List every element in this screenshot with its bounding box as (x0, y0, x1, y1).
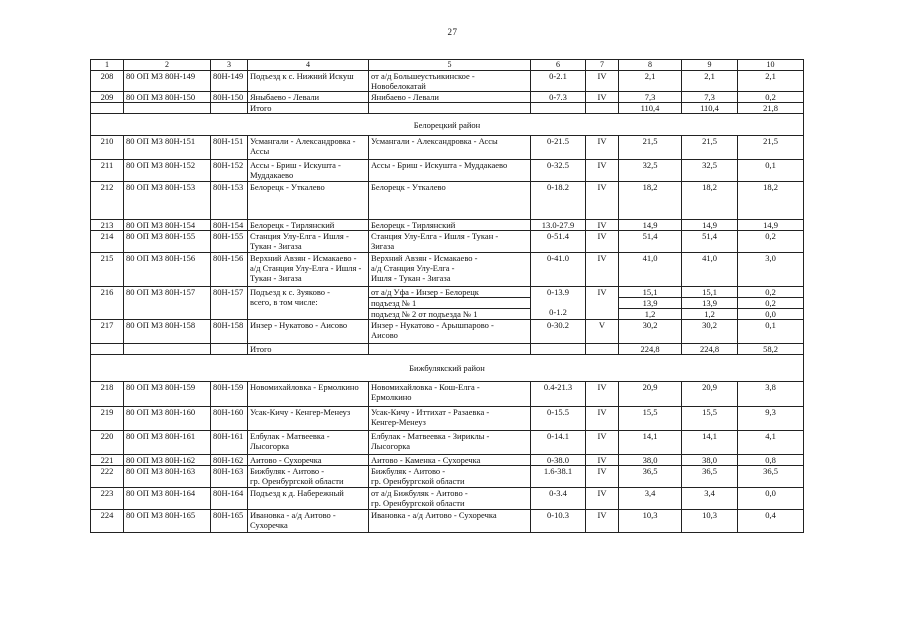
row-number: 220 (91, 431, 124, 455)
value-9: 2,1 (682, 71, 738, 92)
road-route (369, 287, 531, 320)
km-range: 0-30.2 (531, 320, 586, 344)
category: V (586, 320, 619, 344)
total-value-8: 224,8 (619, 344, 682, 355)
category: IV (586, 160, 619, 182)
road-code: 80 ОП МЗ 80Н-155 (124, 231, 211, 253)
table-row (91, 136, 804, 160)
value-9: 51,4 (682, 231, 738, 253)
value-10: 18,2 (738, 182, 804, 220)
col-header: 5 (369, 60, 531, 71)
name-line: Сухоречка (250, 520, 288, 530)
section-row (91, 114, 804, 136)
table-row (91, 182, 804, 220)
val-line: 0,0 (765, 309, 776, 319)
category: IV (586, 510, 619, 533)
road-num: 80Н-160 (211, 407, 248, 431)
category: IV (586, 382, 619, 407)
row-number: 224 (91, 510, 124, 533)
road-code: 80 ОП МЗ 80Н-164 (124, 488, 211, 510)
name-line: Лысогорка (250, 441, 290, 451)
row-number: 212 (91, 182, 124, 220)
road-num: 80Н-149 (211, 71, 248, 92)
value-9: 14,9 (682, 220, 738, 231)
section-title: Белорецкий район (91, 114, 804, 136)
road-num: 80Н-164 (211, 488, 248, 510)
road-name (248, 466, 369, 488)
road-num: 80Н-153 (211, 182, 248, 220)
km-range: 0-18.2 (531, 182, 586, 220)
value-8: 30,2 (619, 320, 682, 344)
road-route: Белорецк - Тирлянский (369, 220, 531, 231)
road-name: Белорецк - Уткалево (248, 182, 369, 220)
value-8: 38,0 (619, 455, 682, 466)
route-line: Новомихайловка - Кош-Елга - (371, 382, 480, 392)
road-num: 80Н-157 (211, 287, 248, 320)
road-name (248, 431, 369, 455)
row-number: 217 (91, 320, 124, 344)
road-name: Инзер - Нукатово - Аисово (248, 320, 369, 344)
km-range: 0-14.1 (531, 431, 586, 455)
total-row (91, 344, 804, 355)
roads-table (90, 59, 804, 533)
road-route: Янибаево - Левали (369, 92, 531, 103)
value-8: 14,1 (619, 431, 682, 455)
value-9: 41,0 (682, 253, 738, 287)
road-num: 80Н-163 (211, 466, 248, 488)
table-row (91, 220, 804, 231)
road-code: 80 ОП МЗ 80Н-159 (124, 382, 211, 407)
row-number: 218 (91, 382, 124, 407)
total-value-10: 58,2 (738, 344, 804, 355)
category: IV (586, 455, 619, 466)
route-line: Усак-Кичу - Иттихат - Разаевка - (371, 407, 490, 417)
road-num: 80Н-159 (211, 382, 248, 407)
road-route (369, 71, 531, 92)
value-8: 41,0 (619, 253, 682, 287)
value-10: 0,1 (738, 160, 804, 182)
table-row (91, 488, 804, 510)
value-8: 21,5 (619, 136, 682, 160)
route-line: гр. Оренбургской области (371, 476, 465, 486)
name-line: Ивановка - а/д Аитово - (250, 510, 336, 520)
table-row (91, 160, 804, 182)
route-line: Елбулак - Матвеевка - Зириклы - (371, 431, 490, 441)
category: IV (586, 407, 619, 431)
name-line: всего, в том числе: (250, 297, 318, 307)
value-10: 0,1 (738, 320, 804, 344)
val-line: 15,1 (619, 287, 681, 298)
value-10: 0,8 (738, 455, 804, 466)
name-line: Подъезд к с. Зуяково - (250, 287, 330, 297)
value-10: 9,3 (738, 407, 804, 431)
km-range: 0-38.0 (531, 455, 586, 466)
road-num: 80Н-151 (211, 136, 248, 160)
route-line: Ермолкино (371, 392, 412, 402)
category: IV (586, 71, 619, 92)
category: IV (586, 431, 619, 455)
route-line: подъезд № 1 (369, 298, 530, 309)
total-value-8: 110,4 (619, 103, 682, 114)
road-code: 80 ОП МЗ 80Н-153 (124, 182, 211, 220)
road-num: 80Н-150 (211, 92, 248, 103)
row-number: 208 (91, 71, 124, 92)
name-line: Елбулак - Матвеевка - (250, 431, 330, 441)
name-line: Верхний Авзян - Исмакаево - (250, 253, 357, 263)
road-route: Белорецк - Уткалево (369, 182, 531, 220)
road-name: Белорецк - Тирлянский (248, 220, 369, 231)
row-number: 221 (91, 455, 124, 466)
value-10: 3,8 (738, 382, 804, 407)
table-row (91, 71, 804, 92)
value-9: 7,3 (682, 92, 738, 103)
category: IV (586, 253, 619, 287)
road-name: Новомихайловка - Ермолкино (248, 382, 369, 407)
value-9: 14,1 (682, 431, 738, 455)
category: IV (586, 466, 619, 488)
route-line: Зигаза (371, 241, 395, 251)
row-number: 209 (91, 92, 124, 103)
route-line: гр. Оренбургской области (371, 498, 465, 508)
road-route (369, 407, 531, 431)
category: IV (586, 231, 619, 253)
col-header: 7 (586, 60, 619, 71)
page-number: 27 (447, 27, 458, 37)
road-name: Подъезд к с. Нижний Искуш (248, 71, 369, 92)
category: IV (586, 287, 619, 320)
road-name (248, 510, 369, 533)
km-range: 0-7.3 (531, 92, 586, 103)
name-line: Ассы (250, 146, 270, 156)
col-header: 4 (248, 60, 369, 71)
road-route: Аитово - Каменка - Сухоречка (369, 455, 531, 466)
road-route (369, 466, 531, 488)
road-name: Аитово - Сухоречка (248, 455, 369, 466)
value-9: 18,2 (682, 182, 738, 220)
value-8: 10,3 (619, 510, 682, 533)
road-code: 80 ОП МЗ 80Н-156 (124, 253, 211, 287)
km-range: 13.0-27.9 (531, 220, 586, 231)
table-row (91, 92, 804, 103)
value-8: 3,4 (619, 488, 682, 510)
value-10 (738, 287, 804, 320)
name-line: Муддакаево (250, 170, 294, 180)
val-line: 1,2 (704, 309, 715, 319)
value-8: 15,5 (619, 407, 682, 431)
road-code: 80 ОП МЗ 80Н-152 (124, 160, 211, 182)
route-line: Бижбуляк - Аитово - (371, 466, 446, 476)
section-title: Бижбулякский район (91, 355, 804, 382)
value-9: 36,5 (682, 466, 738, 488)
col-header: 2 (124, 60, 211, 71)
road-route (369, 231, 531, 253)
name-line: Тукан - Зигаза (250, 241, 302, 251)
road-code: 80 ОП МЗ 80Н-163 (124, 466, 211, 488)
road-route (369, 253, 531, 287)
value-9: 21,5 (682, 136, 738, 160)
value-9: 30,2 (682, 320, 738, 344)
val-line: 1,2 (644, 309, 656, 319)
header-row (91, 60, 804, 71)
road-name (248, 231, 369, 253)
route-line: от а/д Уфа - Инзер - Белорецк (369, 287, 530, 298)
total-value-10: 21,8 (738, 103, 804, 114)
road-code: 80 ОП МЗ 80Н-162 (124, 455, 211, 466)
table-row (91, 320, 804, 344)
km-line: 0-1.2 (549, 307, 567, 317)
row-number: 215 (91, 253, 124, 287)
km-range: 0.4-21.3 (531, 382, 586, 407)
road-name (248, 287, 369, 320)
route-line: от а/д Большеустьикинское - (371, 71, 475, 81)
value-9: 15,5 (682, 407, 738, 431)
row-number: 210 (91, 136, 124, 160)
col-header: 10 (738, 60, 804, 71)
value-8: 51,4 (619, 231, 682, 253)
row-number: 222 (91, 466, 124, 488)
table-row (91, 455, 804, 466)
km-line: 0-13.9 (547, 287, 569, 297)
road-code: 80 ОП МЗ 80Н-149 (124, 71, 211, 92)
road-num: 80Н-158 (211, 320, 248, 344)
row-number: 216 (91, 287, 124, 320)
km-range: 0-2.1 (531, 71, 586, 92)
km-range: 0-10.3 (531, 510, 586, 533)
total-value-9: 224,8 (682, 344, 738, 355)
road-code: 80 ОП МЗ 80Н-150 (124, 92, 211, 103)
km-range (531, 287, 586, 320)
value-10: 2,1 (738, 71, 804, 92)
road-num: 80Н-154 (211, 220, 248, 231)
km-range: 0-32.5 (531, 160, 586, 182)
value-8: 32,5 (619, 160, 682, 182)
name-line: Станция Улу-Елга - Ишля - (250, 231, 349, 241)
road-route (369, 431, 531, 455)
category: IV (586, 136, 619, 160)
table-row (91, 407, 804, 431)
row-number: 223 (91, 488, 124, 510)
name-line: а/д Станция Улу-Елга - Ишля - (250, 263, 362, 273)
table-row (91, 287, 804, 320)
road-num: 80Н-165 (211, 510, 248, 533)
road-route (369, 488, 531, 510)
row-number: 213 (91, 220, 124, 231)
value-10: 3,0 (738, 253, 804, 287)
name-line: Усмангали - Александровка - (250, 136, 356, 146)
road-num: 80Н-156 (211, 253, 248, 287)
road-num: 80Н-152 (211, 160, 248, 182)
value-9: 10,3 (682, 510, 738, 533)
road-num: 80Н-155 (211, 231, 248, 253)
val-line: 13,9 (619, 298, 681, 309)
value-8: 18,2 (619, 182, 682, 220)
value-10: 36,5 (738, 466, 804, 488)
val-line: 0,2 (738, 298, 803, 309)
road-code: 80 ОП МЗ 80Н-157 (124, 287, 211, 320)
col-header: 3 (211, 60, 248, 71)
km-range: 0-51.4 (531, 231, 586, 253)
route-line: Новобелокатай (371, 81, 426, 91)
road-name: Яныбаево - Левали (248, 92, 369, 103)
value-10: 21,5 (738, 136, 804, 160)
value-10: 4,1 (738, 431, 804, 455)
total-value-9: 110,4 (682, 103, 738, 114)
value-9 (682, 287, 738, 320)
value-8 (619, 287, 682, 320)
value-8: 14,9 (619, 220, 682, 231)
road-code: 80 ОП МЗ 80Н-165 (124, 510, 211, 533)
value-8: 2,1 (619, 71, 682, 92)
route-line: Аисово (371, 330, 398, 340)
km-range: 0-41.0 (531, 253, 586, 287)
road-route: Ивановка - а/д Аитово - Сухоречка (369, 510, 531, 533)
col-header: 9 (682, 60, 738, 71)
value-9: 38,0 (682, 455, 738, 466)
section-row (91, 355, 804, 382)
value-9: 3,4 (682, 488, 738, 510)
road-num: 80Н-161 (211, 431, 248, 455)
val-line: 0,2 (738, 287, 803, 298)
category: IV (586, 220, 619, 231)
total-label: Итого (248, 344, 369, 355)
route-line: подъезд № 2 от подъезда № 1 (371, 309, 478, 319)
table-row (91, 382, 804, 407)
route-line: Лысогорка (371, 441, 411, 451)
route-line: от а/д Бижбуляк - Аитово - (371, 488, 468, 498)
category: IV (586, 488, 619, 510)
val-line: 15,1 (682, 287, 737, 298)
value-8: 7,3 (619, 92, 682, 103)
route-line: Инзер - Нукатово - Арышпарово - (371, 320, 494, 330)
road-num: 80Н-162 (211, 455, 248, 466)
row-number: 211 (91, 160, 124, 182)
route-line: а/д Станция Улу-Елга - (371, 263, 455, 273)
col-header: 1 (91, 60, 124, 71)
row-number: 219 (91, 407, 124, 431)
value-9: 32,5 (682, 160, 738, 182)
road-name (248, 160, 369, 182)
road-name (248, 253, 369, 287)
value-10: 0,0 (738, 488, 804, 510)
value-9: 20,9 (682, 382, 738, 407)
category: IV (586, 182, 619, 220)
table-row (91, 231, 804, 253)
col-header: 8 (619, 60, 682, 71)
value-8: 20,9 (619, 382, 682, 407)
value-10: 0,4 (738, 510, 804, 533)
value-10: 0,2 (738, 92, 804, 103)
value-10: 14,9 (738, 220, 804, 231)
table-row (91, 510, 804, 533)
name-line: Тукан - Зигаза (250, 273, 302, 283)
road-name: Подъезд к д. Набережный (248, 488, 369, 510)
route-line: Станция Улу-Елга - Ишля - Тукан - (371, 231, 499, 241)
road-name: Усак-Кичу - Кенгер-Менеуз (248, 407, 369, 431)
value-8: 36,5 (619, 466, 682, 488)
table-row (91, 253, 804, 287)
road-route (369, 320, 531, 344)
km-range: 1.6-38.1 (531, 466, 586, 488)
row-number: 214 (91, 231, 124, 253)
name-line: Ассы - Бриш - Искушта - (250, 160, 341, 170)
road-code: 80 ОП МЗ 80Н-151 (124, 136, 211, 160)
route-line: Ишля - Тукан - Зигаза (371, 273, 451, 283)
km-range: 0-15.5 (531, 407, 586, 431)
road-code: 80 ОП МЗ 80Н-158 (124, 320, 211, 344)
total-row (91, 103, 804, 114)
road-route (369, 382, 531, 407)
category: IV (586, 92, 619, 103)
total-label: Итого (248, 103, 369, 114)
road-route: Усмангали - Александровка - Ассы (369, 136, 531, 160)
value-10: 0,2 (738, 231, 804, 253)
km-range: 0-3.4 (531, 488, 586, 510)
name-line: Бижбуляк - Аитово - (250, 466, 325, 476)
name-line: гр. Оренбургской области (250, 476, 344, 486)
km-range: 0-21.5 (531, 136, 586, 160)
road-code: 80 ОП МЗ 80Н-154 (124, 220, 211, 231)
table-row (91, 466, 804, 488)
table-row (91, 431, 804, 455)
road-code: 80 ОП МЗ 80Н-160 (124, 407, 211, 431)
val-line: 13,9 (682, 298, 737, 309)
route-line: Кенгер-Менеуз (371, 417, 426, 427)
route-line: Верхний Авзян - Исмакаево - (371, 253, 478, 263)
road-route: Ассы - Бриш - Искушта - Муддакаево (369, 160, 531, 182)
road-code: 80 ОП МЗ 80Н-161 (124, 431, 211, 455)
col-header: 6 (531, 60, 586, 71)
road-name (248, 136, 369, 160)
